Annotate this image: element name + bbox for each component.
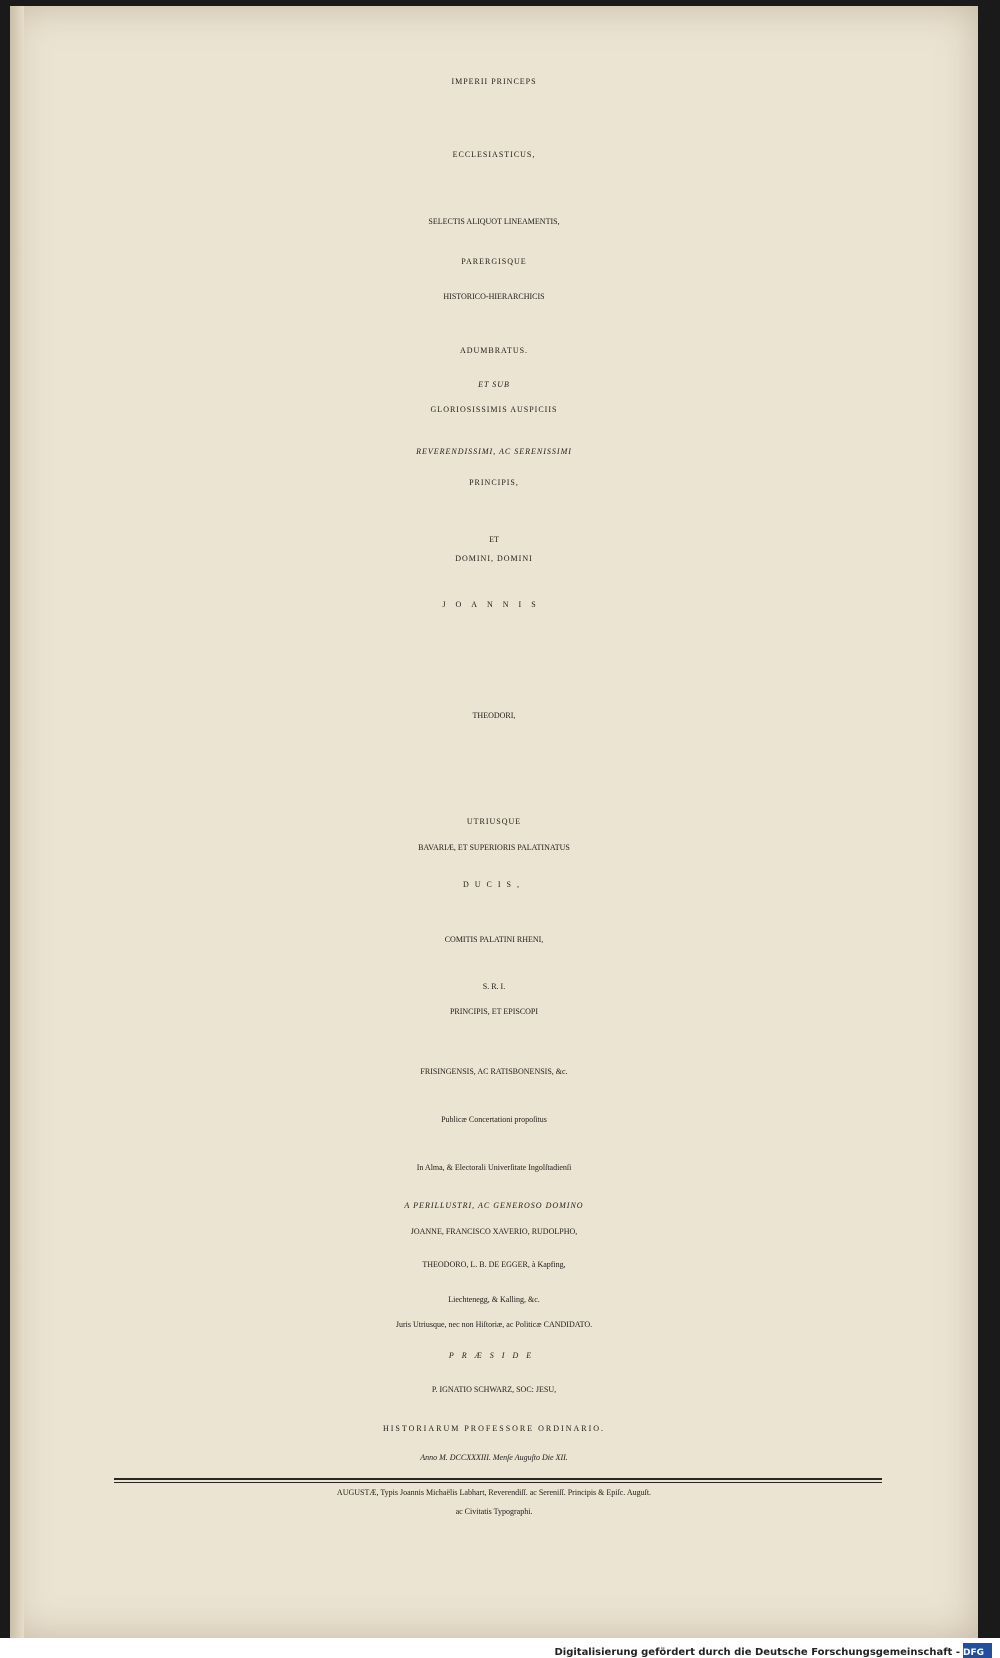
footer-credit-text: Digitalisierung gefördert durch die Deutsche Forschungsgemeinschaft - [554,1647,960,1658]
title-line-27: Liechtenegg, & Kalling, &c. [448,1295,540,1304]
double-rule-bottom [114,1482,882,1483]
scanned-page [10,6,978,1638]
imprint-line-2: ac Civitatis Typographi. [455,1507,533,1516]
title-line-16: BAVARIÆ, ET SUPERIORIS PALATINATUS [418,843,570,852]
title-line-24: A PERILLUSTRI, AC GENEROSO DOMINO [404,1201,584,1210]
title-line-26: THEODORO, L. B. DE EGGER, à Kapfing, [422,1260,566,1269]
title-line-2: ECCLESIASTICUS, [452,150,536,159]
title-line-13: JOANNIS [442,600,546,609]
title-line-29: PRÆSIDE [448,1351,540,1360]
title-line-19: S. R. I. [482,982,506,991]
title-line-12: DOMINI, DOMINI [455,554,533,563]
title-line-4: PARERGISQUE [461,257,527,266]
dfg-logo: DFG [963,1643,992,1658]
title-line-23: In Alma, & Electorali Univerſitate Ingolſtadienſi [416,1163,572,1172]
title-line-9: REVERENDISSIMI, AC SERENISSIMI [416,447,572,456]
title-line-18: COMITIS PALATINI RHENI, [444,935,544,944]
title-line-25: JOANNE, FRANCISCO XAVERIO, RUDOLPHO, [410,1227,578,1236]
title-line-8: GLORIOSISSIMIS AUSPICIIS [430,405,558,414]
title-line-7: ET SUB [478,380,510,389]
title-line-21: FRISINGENSIS, AC RATISBONENSIS, &c. [420,1067,568,1076]
title-line-6: ADUMBRATUS. [459,346,529,355]
title-line-30: P. IGNATIO SCHWARZ, SOC: JESU, [431,1385,557,1394]
digitization-footer [0,1638,1000,1658]
title-line-28: Juris Utriusque, nec non Hiſtoriæ, ac Politicæ CANDIDATO. [395,1320,593,1329]
title-line-20: PRINCIPIS, ET EPISCOPI [449,1007,539,1016]
title-line-1: IMPERII PRINCEPS [451,77,537,86]
title-line-17: DUCIS, [462,880,525,889]
double-rule-top [114,1478,882,1480]
title-line-22: Publicæ Concertationi propoſitus [441,1115,547,1124]
title-line-15: UTRIUSQUE [466,817,522,826]
title-line-3: SELECTIS ALIQUOT LINEAMENTIS, [428,217,560,226]
title-line-5: HISTORICO-HIERARCHICIS [443,292,545,301]
title-line-14: THEODORI, [472,711,516,720]
title-line-10: PRINCIPIS, [469,478,519,487]
title-line-11: ET [489,535,499,544]
title-line-31: HISTORIARUM PROFESSORE ORDINARIO. [382,1424,606,1433]
title-line-32: Anno M. DCCXXXIII. Menſe Auguſto Die XII. [420,1453,568,1462]
imprint-line-1: AUGUSTÆ, Typis Joannis Michaëlis Labhart, Reverendiſſ. ac Sereniſſ. Principis & Epiſc. Auguſt. [336,1488,652,1497]
